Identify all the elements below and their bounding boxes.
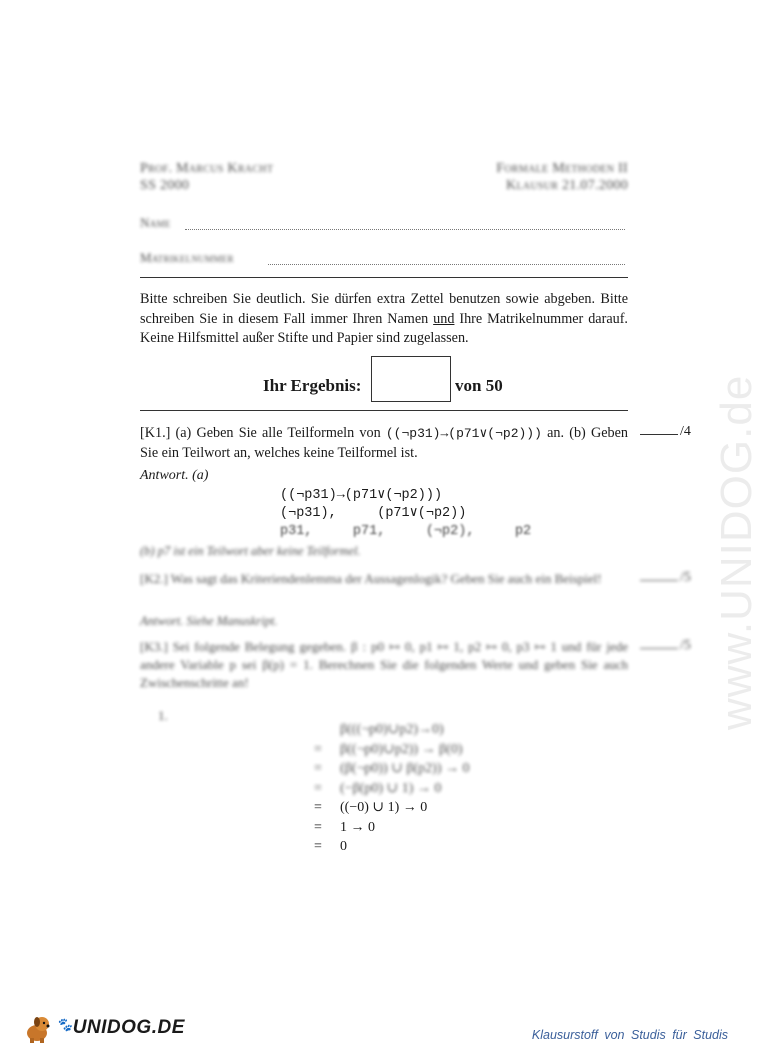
k2-answer: Antwort. Siehe Manuskript. [140,614,278,628]
instructions: Bitte schreiben Sie deutlich. Sie dürfen extra Zettel benutzen sowie abgeben. Bitte schreiben Sie in diesem Fall immer Ihren Namen und Ihre Matrikelnummer darauf. Keine Hilfsmittel außer Stifte und Papier sind zugelassen. [140,291,628,346]
result-suffix: von 50 [455,376,503,395]
top-divider [140,277,628,278]
professor-name: Prof. Marcus Kracht [140,161,274,176]
k1-formula: ((¬p31)→(p71∨(¬p2))) [385,426,542,441]
derivation-step-2: β((¬p0)∪p2)) → β(0) [340,741,463,757]
result-box [371,356,451,402]
result-divider [140,410,628,411]
derivation-step-3: (β(¬p0)) ∪ β(p2)) → 0 [340,761,470,776]
k3-derivation: β(((¬p0)∪p2)→0) = β((¬p0)∪p2)) → β(0) = (β(¬p0)) ∪ β(p2)) → 0 = (−β(p0) ∪ 1) → 0 = ((−0) ∪ 1) → 0 = 1 → 0 = 0 [314,722,470,854]
derivation-step-4: (−β(p0) ∪ 1) → 0 [340,780,442,796]
name-label: Name [140,215,171,230]
semester: SS 2000 [140,178,190,193]
k1-answer-b: (b) p7 ist ein Teilwort aber keine Teilformel. [140,544,361,558]
matrikel-label: Matrikelnummer [140,250,234,265]
k3-question: [K3.] Sei folgende Belegung gegeben. β : p0 ↦ 0, p1 ↦ 1, p2 ↦ 0, p3 ↦ 1 und für jede andere Variable p sei β(p) = 1. Berechnen Sie die folgenden Werte und geben Sie auch Zwischenschritte an! [140,639,628,690]
k1-answer-label: Antwort. (a) [140,468,209,483]
course-title: Formale Methoden II [496,161,628,176]
derivation-step-6: 1 → 0 [340,819,375,835]
derivation-step-7: 0 [340,839,347,854]
k1-score: /4 [640,424,691,440]
exam-date: Klausur 21.07.2000 [505,178,628,193]
derivation-step-5: ((−0) ∪ 1) → 0 [340,800,428,815]
k2-question: [K2.] Was sagt das Kriteriendenlemma der Aussagenlogik? Geben Sie auch ein Beispiel! [140,571,602,586]
dog-logo-icon [22,1014,54,1044]
matrikel-field-line [268,263,625,265]
k2-score: /5 [640,570,691,586]
k3-item-number: 1. [158,708,168,723]
name-field-line [185,228,625,230]
result-label: Ihr Ergebnis: [263,376,362,395]
paw-icon: 🐾 [56,1017,73,1032]
watermark: www.UNIDOG.de [712,374,761,730]
k1-answer-line-2: (¬p31), (p71∨(¬p2)) [280,506,467,521]
k3-score: /5 [640,638,691,654]
k1-answer-line-3: p31, p71, (¬p2), p2 [280,524,532,539]
k1-question: [K1.] (a) Geben Sie alle Teilformeln von ((¬p31)→(p71∨(¬p2))) an. (b) Geben Sie ein Teilwort an, welches keine Teilformel ist. [140,425,629,461]
footer-tagline: Klausurstoff von Studis für Studis [531,1028,728,1042]
emphasis-und: und [433,310,455,327]
k1-answer-line-1: ((¬p31)→(p71∨(¬p2))) [280,488,443,503]
derivation-step-1: β(((¬p0)∪p2)→0) [340,722,444,737]
footer-logo-text[interactable]: 🐾UNIDOG.DE [56,1017,185,1038]
